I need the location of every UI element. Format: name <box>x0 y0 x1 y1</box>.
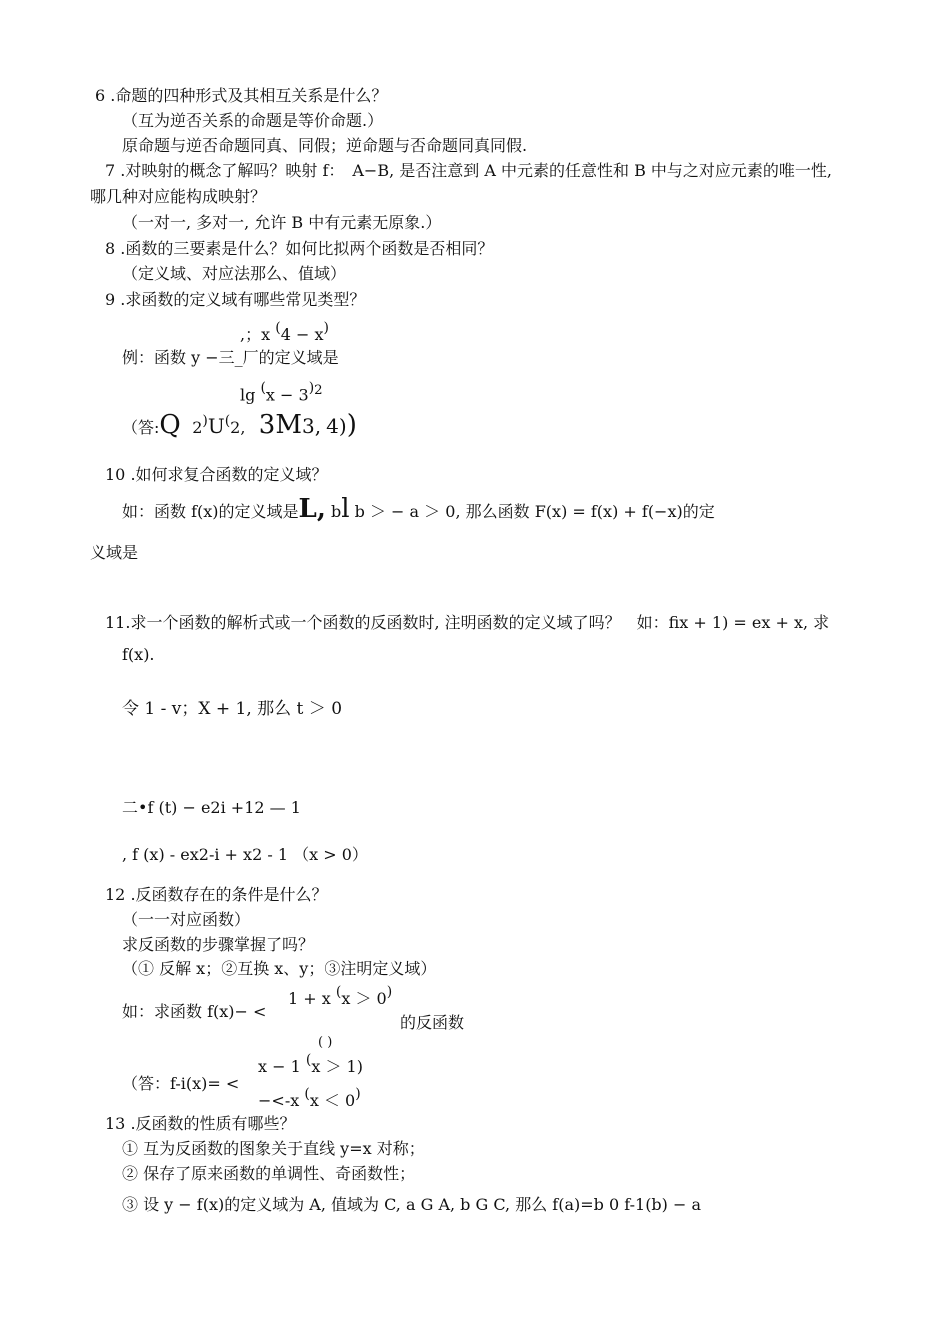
q8-title: 8 .函数的三要素是什么？如何比拟两个函数是否相同？ <box>105 239 494 258</box>
q12-answer-1: （一一对应函数） <box>122 910 251 929</box>
q13-property-2: ② 保存了原来函数的单调性、奇函数性； <box>122 1164 416 1183</box>
q12-answer-2: 求反函数的步骤掌握了吗？ <box>122 935 315 954</box>
q12-answer-3: （① 反解 x；②互换 x、y；③注明定义域） <box>122 959 437 978</box>
q12-answer: （答：f-i(x)= < <box>122 1074 240 1093</box>
q10-example-cont: 义域是 <box>90 543 139 562</box>
q9-answer: （答:Q 2)U(2, 3M3, 4)) <box>122 410 357 440</box>
q12-example-suffix: 的反函数 <box>400 1013 465 1032</box>
q13-property-1: ① 互为反函数的图象关于直线 y=x 对称； <box>122 1139 425 1158</box>
q12-answer-top: x − 1 (x ＞ 1) <box>258 1052 363 1076</box>
q12-piecewise-paren: ( ) <box>318 1035 333 1050</box>
q8-answer: （定义域、对应法那么、值域） <box>122 264 347 283</box>
q12-answer-bottom: −<-x (x ＜ 0) <box>258 1086 361 1110</box>
q9-example: 例：函数 y −三_厂的定义域是 <box>122 348 339 367</box>
q11-title-cont: f(x). <box>122 645 155 664</box>
q6-answer-1: （互为逆否关系的命题是等价命题.） <box>122 111 384 130</box>
q7-title-cont: 哪几种对应能构成映射？ <box>90 187 267 206</box>
q7-answer: （一对一, 多对一, 允许 B 中有元素无原象.） <box>122 213 442 232</box>
q6-answer-2: 原命题与逆否命题同真、同假；逆命题与否命题同真同假. <box>122 136 528 155</box>
q10-title: 10 .如何求复合函数的定义域？ <box>105 465 328 484</box>
q10-example: 如：函数 f(x)的定义域是L, bl b ＞ − a ＞ 0, 那么函数 F(x) = f(x) + f(−x)的定 <box>122 494 715 524</box>
q6-title: 6 .命题的四种形式及其相互关系是什么？ <box>95 86 388 105</box>
q12-example: 如：求函数 f(x)− < <box>122 1002 267 1021</box>
q11-step-3: , f (x) - ex2-i + x2 - 1 （x > 0） <box>122 845 368 864</box>
q13-title: 13 .反函数的性质有哪些？ <box>105 1114 296 1133</box>
q12-piecewise-top: 1 + x (x ＞ 0) <box>288 984 393 1008</box>
q7-title: 7 .对映射的概念了解吗？映射 f： A−B, 是否注意到 A 中元素的任意性和 B 中与之对应元素的唯一性, <box>105 161 832 180</box>
q11-step-2: 二•f (t) − e2i +12 — 1 <box>122 798 301 817</box>
q12-title: 12 .反函数存在的条件是什么？ <box>105 885 328 904</box>
q9-formula-bottom: $\lg (x - 3)^2$ <box>240 380 323 405</box>
q11-title: 11.求一个函数的解析式或一个函数的反函数时, 注明函数的定义域了吗？ 如：fix + 1) = ex + x, 求 <box>105 613 830 632</box>
q9-formula-top: ,；x (4 − x) <box>240 320 329 344</box>
q13-property-3: ③ 设 y − f(x)的定义域为 A, 值域为 C, a G A, b G C, 那么 f(a)=b 0 f-1(b) − a <box>122 1195 702 1214</box>
q11-step-1: 令 1 - v；X + 1, 那么 t ＞ 0 <box>122 699 343 719</box>
q9-title: 9 .求函数的定义域有哪些常见类型？ <box>105 290 366 309</box>
